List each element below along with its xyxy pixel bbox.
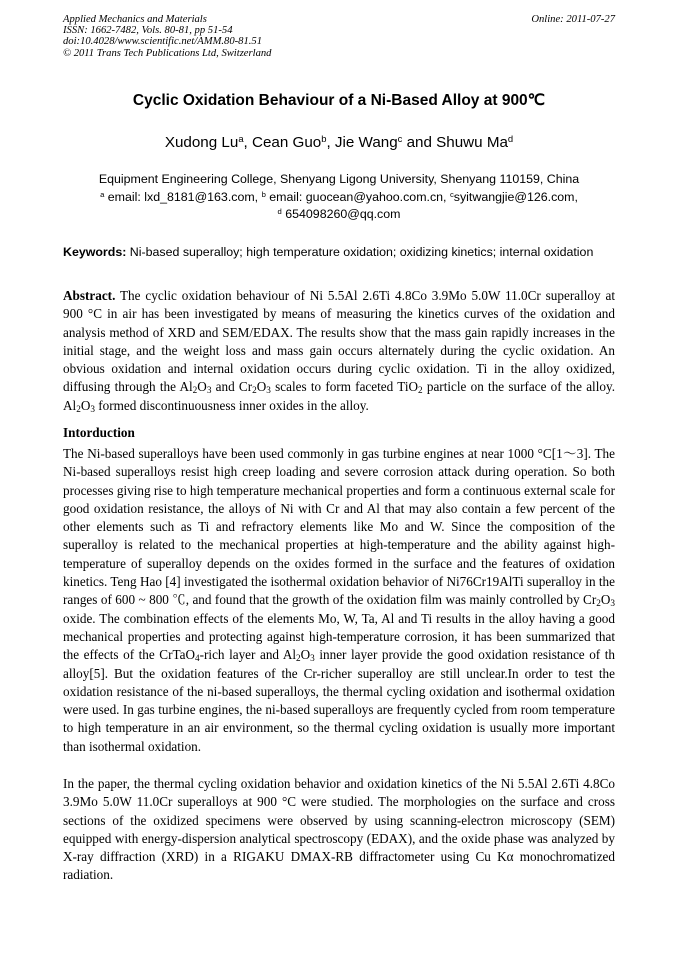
author-name: Cean Guo bbox=[252, 134, 322, 151]
author-separator: , bbox=[326, 134, 335, 151]
body-text: O bbox=[600, 592, 611, 608]
author-name: Xudong Lu bbox=[164, 134, 239, 151]
abstract-text: and Cr bbox=[211, 379, 253, 395]
email-mark: c bbox=[449, 189, 454, 199]
author-separator: and bbox=[402, 134, 437, 151]
author-affil-mark: d bbox=[507, 132, 514, 144]
keywords-label: Keywords: bbox=[63, 245, 127, 259]
introduction-paragraph bbox=[63, 445, 615, 756]
author-affil-mark: b bbox=[321, 132, 327, 144]
email-mark: b bbox=[261, 189, 266, 199]
abstract-text: O bbox=[197, 379, 207, 395]
author-name: Shuwu Ma bbox=[436, 134, 508, 151]
subscript: 2 bbox=[418, 385, 423, 396]
email-link[interactable]: email: guocean@yahoo.com.cn, bbox=[265, 189, 450, 204]
email-line bbox=[0, 189, 678, 207]
paper-title: Cyclic Oxidation Behaviour of a Ni-Based Alloy at 900℃ bbox=[132, 92, 546, 109]
author-affil-mark: c bbox=[397, 132, 403, 144]
subscript: 2 bbox=[192, 385, 198, 396]
body-text: -rich layer and Al bbox=[199, 647, 297, 663]
journal-name: Applied Mechanics and Materials bbox=[63, 14, 207, 25]
copyright-line: © 2011 Trans Tech Publications Ltd, Switzerland bbox=[63, 47, 272, 59]
abstract-text: scales to form faceted TiO bbox=[270, 379, 419, 395]
subscript: 2 bbox=[596, 598, 601, 609]
email-link[interactable]: email: lxd_8181@163.com, bbox=[104, 189, 262, 204]
author-list bbox=[0, 134, 678, 151]
abstract-text: The cyclic oxidation behaviour of Ni 5.5Al 2.6Ti 4.8Co 3.9Mo 5.0W 11.0Cr superalloy at 900 °C in air has been investigated by means of measuring the kinetics curves of the oxidation and analysis method of XRD and SEM/EDAX. The results show that the mass gain rapidly increases in the initial stage, and the weight loss and mass gain occurs alternately during the cyclic oxidation. An obvious oxidation and internal oxidation occurs during cyclic oxidation. Ti in the alloy oxidized, diffusing through the Al bbox=[63, 288, 615, 395]
body-text: O bbox=[300, 647, 311, 663]
issn-line: ISSN: 1662-7482, Vols. 80-81, pp 51-54 bbox=[63, 25, 233, 37]
abstract-label: Abstract. bbox=[63, 288, 116, 303]
subscript: 3 bbox=[610, 598, 615, 609]
subscript: 3 bbox=[90, 403, 95, 414]
journal-header bbox=[63, 14, 271, 59]
doi-line: doi:10.4028/www.scientific.net/AMM.80-81.51 bbox=[63, 36, 262, 48]
abstract-text: particle on the surface of the alloy. Al bbox=[63, 379, 616, 413]
email-link[interactable]: syitwangjie@126.com, bbox=[453, 189, 578, 204]
abstract-text: O bbox=[80, 397, 91, 413]
author-separator: , bbox=[243, 134, 252, 151]
section-heading-introduction: Intorduction bbox=[63, 425, 135, 440]
subscript: 3 bbox=[206, 385, 212, 396]
subscript: 3 bbox=[310, 653, 315, 664]
keywords-text: Ni-based superalloy; high temperature oxidation; oxidizing kinetics; internal oxidation bbox=[126, 245, 594, 259]
body-text: inner layer provide the good oxidation resistance of th alloy[5]. But the oxidation features of the Cr-richer superalloy are still unclear.In order to test the oxidation resistance of the ni-based superalloys, the thermal cycling oxidation and isothermal oxidation were used. In gas turbine engines, the ni-based superalloys are frequently cycled from room temperature to high temperature in an air environment, so the thermal cycling oxidation is usually more important than isothermal oxidation. bbox=[63, 647, 615, 754]
subscript: 2 bbox=[252, 385, 257, 396]
body-text: The Ni-based superalloys have been used commonly in gas turbine engines at near 1000 °C[1～3]. The Ni-based superalloys resist high creep loading and severe corrosion attack during operation. So both processes giving rise to high temperature mechanical properties and form a continuous external scale for good oxidation resistance, the alloys of Ni with Cr and Al that may also contain a few percent of the other elements such as Ti and refractory elements like Mo and W. Since the composition of the superalloy is related to the mechanical properties at high-temperature and the ability against high-temperature of superalloy depends on the oxides formed in the surface and the features of oxidation kinetics. Teng Hao [4] investigated the isothermal oxidation behavior of Ni76Cr19AlTi superalloy in the ranges of 600 ~ 800 ℃, and found that the growth of the oxidation film was mainly controlled by Cr bbox=[63, 446, 615, 608]
email-mark: a bbox=[100, 189, 105, 199]
subscript: 4 bbox=[195, 653, 200, 664]
online-date: Online: 2011-07-27 bbox=[531, 14, 615, 25]
subscript: 2 bbox=[296, 653, 301, 664]
author-affil-mark: a bbox=[238, 132, 244, 144]
abstract-text: O bbox=[256, 379, 267, 395]
institution: Equipment Engineering College, Shenyang Ligong University, Shenyang 110159, China bbox=[98, 172, 580, 186]
abstract-text: formed discontinuousness inner oxides in the alloy. bbox=[94, 397, 369, 413]
subscript: 2 bbox=[76, 403, 81, 414]
affiliation-block bbox=[0, 171, 678, 224]
keywords bbox=[63, 245, 593, 259]
author-name: Jie Wang bbox=[334, 134, 398, 151]
abstract bbox=[63, 287, 615, 415]
email-line bbox=[0, 206, 678, 224]
email-mark: d bbox=[277, 206, 282, 216]
body-text: oxide. The combination effects of the elements Mo, W, Ta, Al and Ti results in the alloy having a good mechanical properties and protecting against high-temperature corrosion, it has been summarized that the effects of the CrTaO bbox=[63, 610, 615, 663]
subscript: 3 bbox=[266, 385, 271, 396]
email-link[interactable]: 654098260@qq.com bbox=[281, 207, 401, 221]
introduction-paragraph: In the paper, the thermal cycling oxidation behavior and oxidation kinetics of the Ni 5.5Al 2.6Ti 4.8Co 3.9Mo 5.0W 11.0Cr superalloys at 900 °C were studied. The morphologies on the surface and cross sections of the oxidized specimens were observed by using scanning-electron microscopy (SEM) equipped with energy-dispersion analytical spectroscopy (EDAX), and the oxide phase was analyzed by X-ray diffraction (XRD) in a RIGAKU DMAX-RB diffractometer using Cu Kα monochromatized radiation. bbox=[63, 776, 615, 883]
